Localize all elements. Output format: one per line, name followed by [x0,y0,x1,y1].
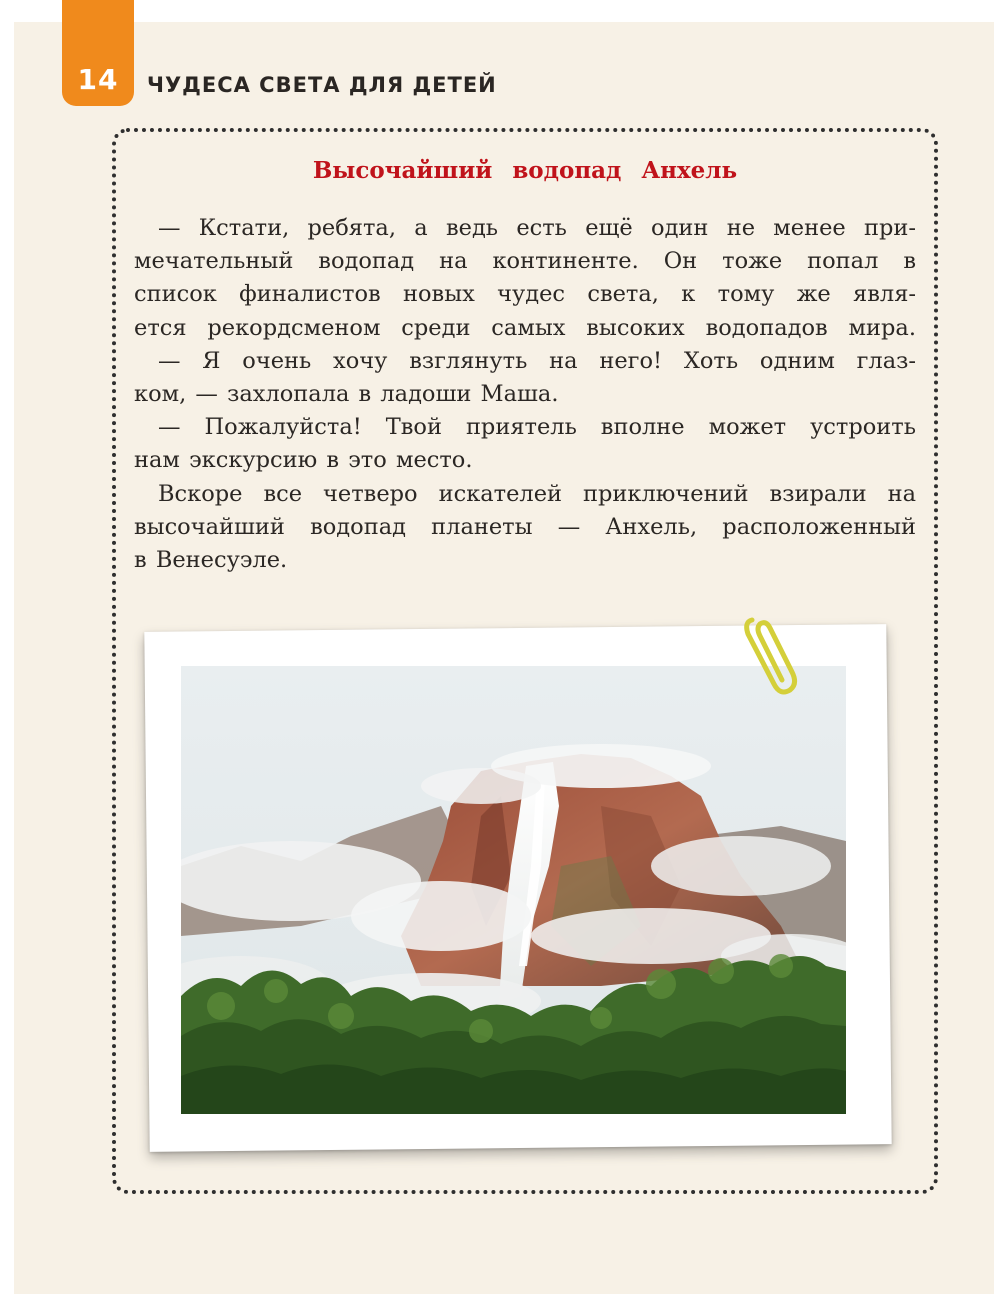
text-line: в Венесуэле. [134,547,288,574]
article-heading: Высочайший водопад Анхель [312,157,738,184]
text-line: — Пожалуйста! Твой приятель вполне может устроить [158,414,916,441]
text-line: мечательный водопад на континенте. Он тоже попал в [134,248,916,275]
text-line: ком, — захлопала в ладоши Маша. [134,381,559,408]
article-body [134,212,916,577]
text-line: список финалистов новых чудес света, к тому же явля- [134,281,916,308]
text-line: Вскоре все четверо искателей приключений взирали на [158,480,916,507]
text-line: нам экскурсию в это место. [134,447,473,474]
angel-falls-photo [181,666,846,1114]
text-line: — Кстати, ребята, а ведь есть ещё один не менее при- [158,215,916,241]
running-title: ЧУДЕСА СВЕТА ДЛЯ ДЕТЕЙ [147,73,497,97]
text-line: ется рекордсменом среди самых высоких водопадов мира. [134,314,916,341]
text-line: — Я очень хочу взглянуть на него! Хоть одним глаз- [158,347,916,374]
text-line: высочайший водопад планеты — Анхель, расположенный [134,513,916,540]
paperclip-icon [738,612,808,706]
page-number: 14 [77,63,119,96]
